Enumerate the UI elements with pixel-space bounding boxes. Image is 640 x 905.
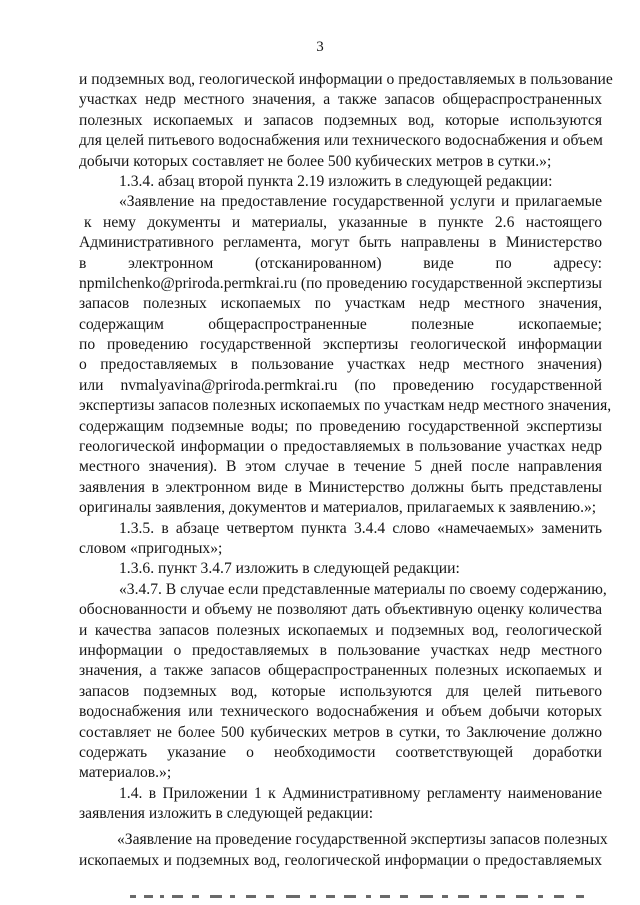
text-line: 1.4. в Приложении 1 к Административному регламенту наименование (119, 784, 602, 802)
text-line: содержать указание о необходимости соответствующей доработки (79, 743, 602, 761)
text-line: полезных ископаемых и запасов подземных вод, которые используются (79, 111, 602, 129)
text-line: местного значения). В этом случае в течение 5 дней после направления (79, 458, 602, 476)
text-line: в электронном (отсканированном) виде по адресу: (79, 254, 602, 272)
cut-off-text-edge (130, 893, 600, 899)
text-line: Административного регламента, могут быть направлены в Министерство (79, 234, 602, 252)
text-line: добычи которых составляет не более 500 кубических метров в сутки.»; (79, 152, 552, 170)
text-line: геологической информации о предоставляемых в пользование участках недр (79, 438, 602, 456)
text-line: или nvmalyavina@priroda.permkrai.ru (по проведению государственной (79, 376, 602, 394)
text-line: «3.4.7. В случае если представленные материалы по своему содержанию, (119, 580, 607, 598)
text-line: заявления в электронном виде в Министерство должны быть представлены (79, 478, 602, 496)
text-line: для целей питьевого водоснабжения или технического водоснабжения и объем (79, 132, 603, 150)
text-line: «Заявление на предоставление государственной услуги и прилагаемые (119, 193, 602, 211)
text-line: участках недр местного значения, а также запасов общераспространенных (79, 91, 602, 109)
text-line: запасов подземных вод, которые используются для целей питьевого (79, 682, 602, 700)
text-line: значения, а также запасов общераспространенных полезных ископаемых и (79, 662, 602, 680)
text-line: заявления изложить в следующей редакции: (79, 805, 374, 823)
text-line: обоснованности и объему не позволяют дать объективную оценку количества (79, 601, 602, 619)
text-line: и качества запасов полезных ископаемых и подземных вод, геологической (79, 621, 602, 639)
text-line: «Заявление на проведение государственной экспертизы запасов полезных (117, 831, 608, 849)
text-line: информации о предоставляемых в пользование участках недр местного (79, 641, 602, 659)
text-line: 1.3.6. пункт 3.4.7 изложить в следующей редакции: (119, 560, 460, 578)
text-line: по проведению государственной экспертизы геологической информации (79, 336, 602, 354)
text-line: 1.3.5. в абзаце четвертом пункта 3.4.4 слово «намечаемых» заменить (119, 519, 602, 537)
text-line: к нему документы и материалы, указанные в пункте 2.6 настоящего (84, 213, 602, 231)
cut-off-line-marks (130, 893, 600, 899)
document-body (79, 70, 613, 871)
text-line: и подземных вод, геологической информации о предоставляемых в пользование (79, 71, 613, 88)
text-line: 1.3.4. абзац второй пункта 2.19 изложить в следующей редакции: (119, 172, 553, 190)
text-line: содержащим подземные воды; по проведению государственной экспертизы (79, 417, 602, 435)
text-line: словом «пригодных»; (79, 539, 223, 557)
text-line: содержащим общераспространенные полезные ископаемые; (79, 315, 602, 333)
text-line: запасов полезных ископаемых по участкам недр местного значения, (79, 295, 602, 313)
text-line: о предоставляемых в пользование участках недр местного значения) (79, 356, 602, 374)
text-line: ископаемых и подземных вод, геологической информации о предоставляемых (79, 851, 602, 869)
page-number: 3 (316, 39, 324, 55)
text-line: водоснабжения или технического водоснабжения и объем добычи которых (79, 703, 602, 721)
text-line: оригиналы заявления, документов и материалов, прилагаемых к заявлению.»; (79, 499, 597, 517)
text-line: экспертизы запасов полезных ископаемых по участкам недр местного значения, (79, 397, 612, 415)
text-line: составляет не более 500 кубических метров в сутки, то Заключение должно (79, 723, 602, 741)
text-line: npmilchenko@priroda.permkrai.ru (по проведению государственной экспертизы (79, 274, 602, 292)
text-line: материалов.»; (79, 764, 172, 782)
